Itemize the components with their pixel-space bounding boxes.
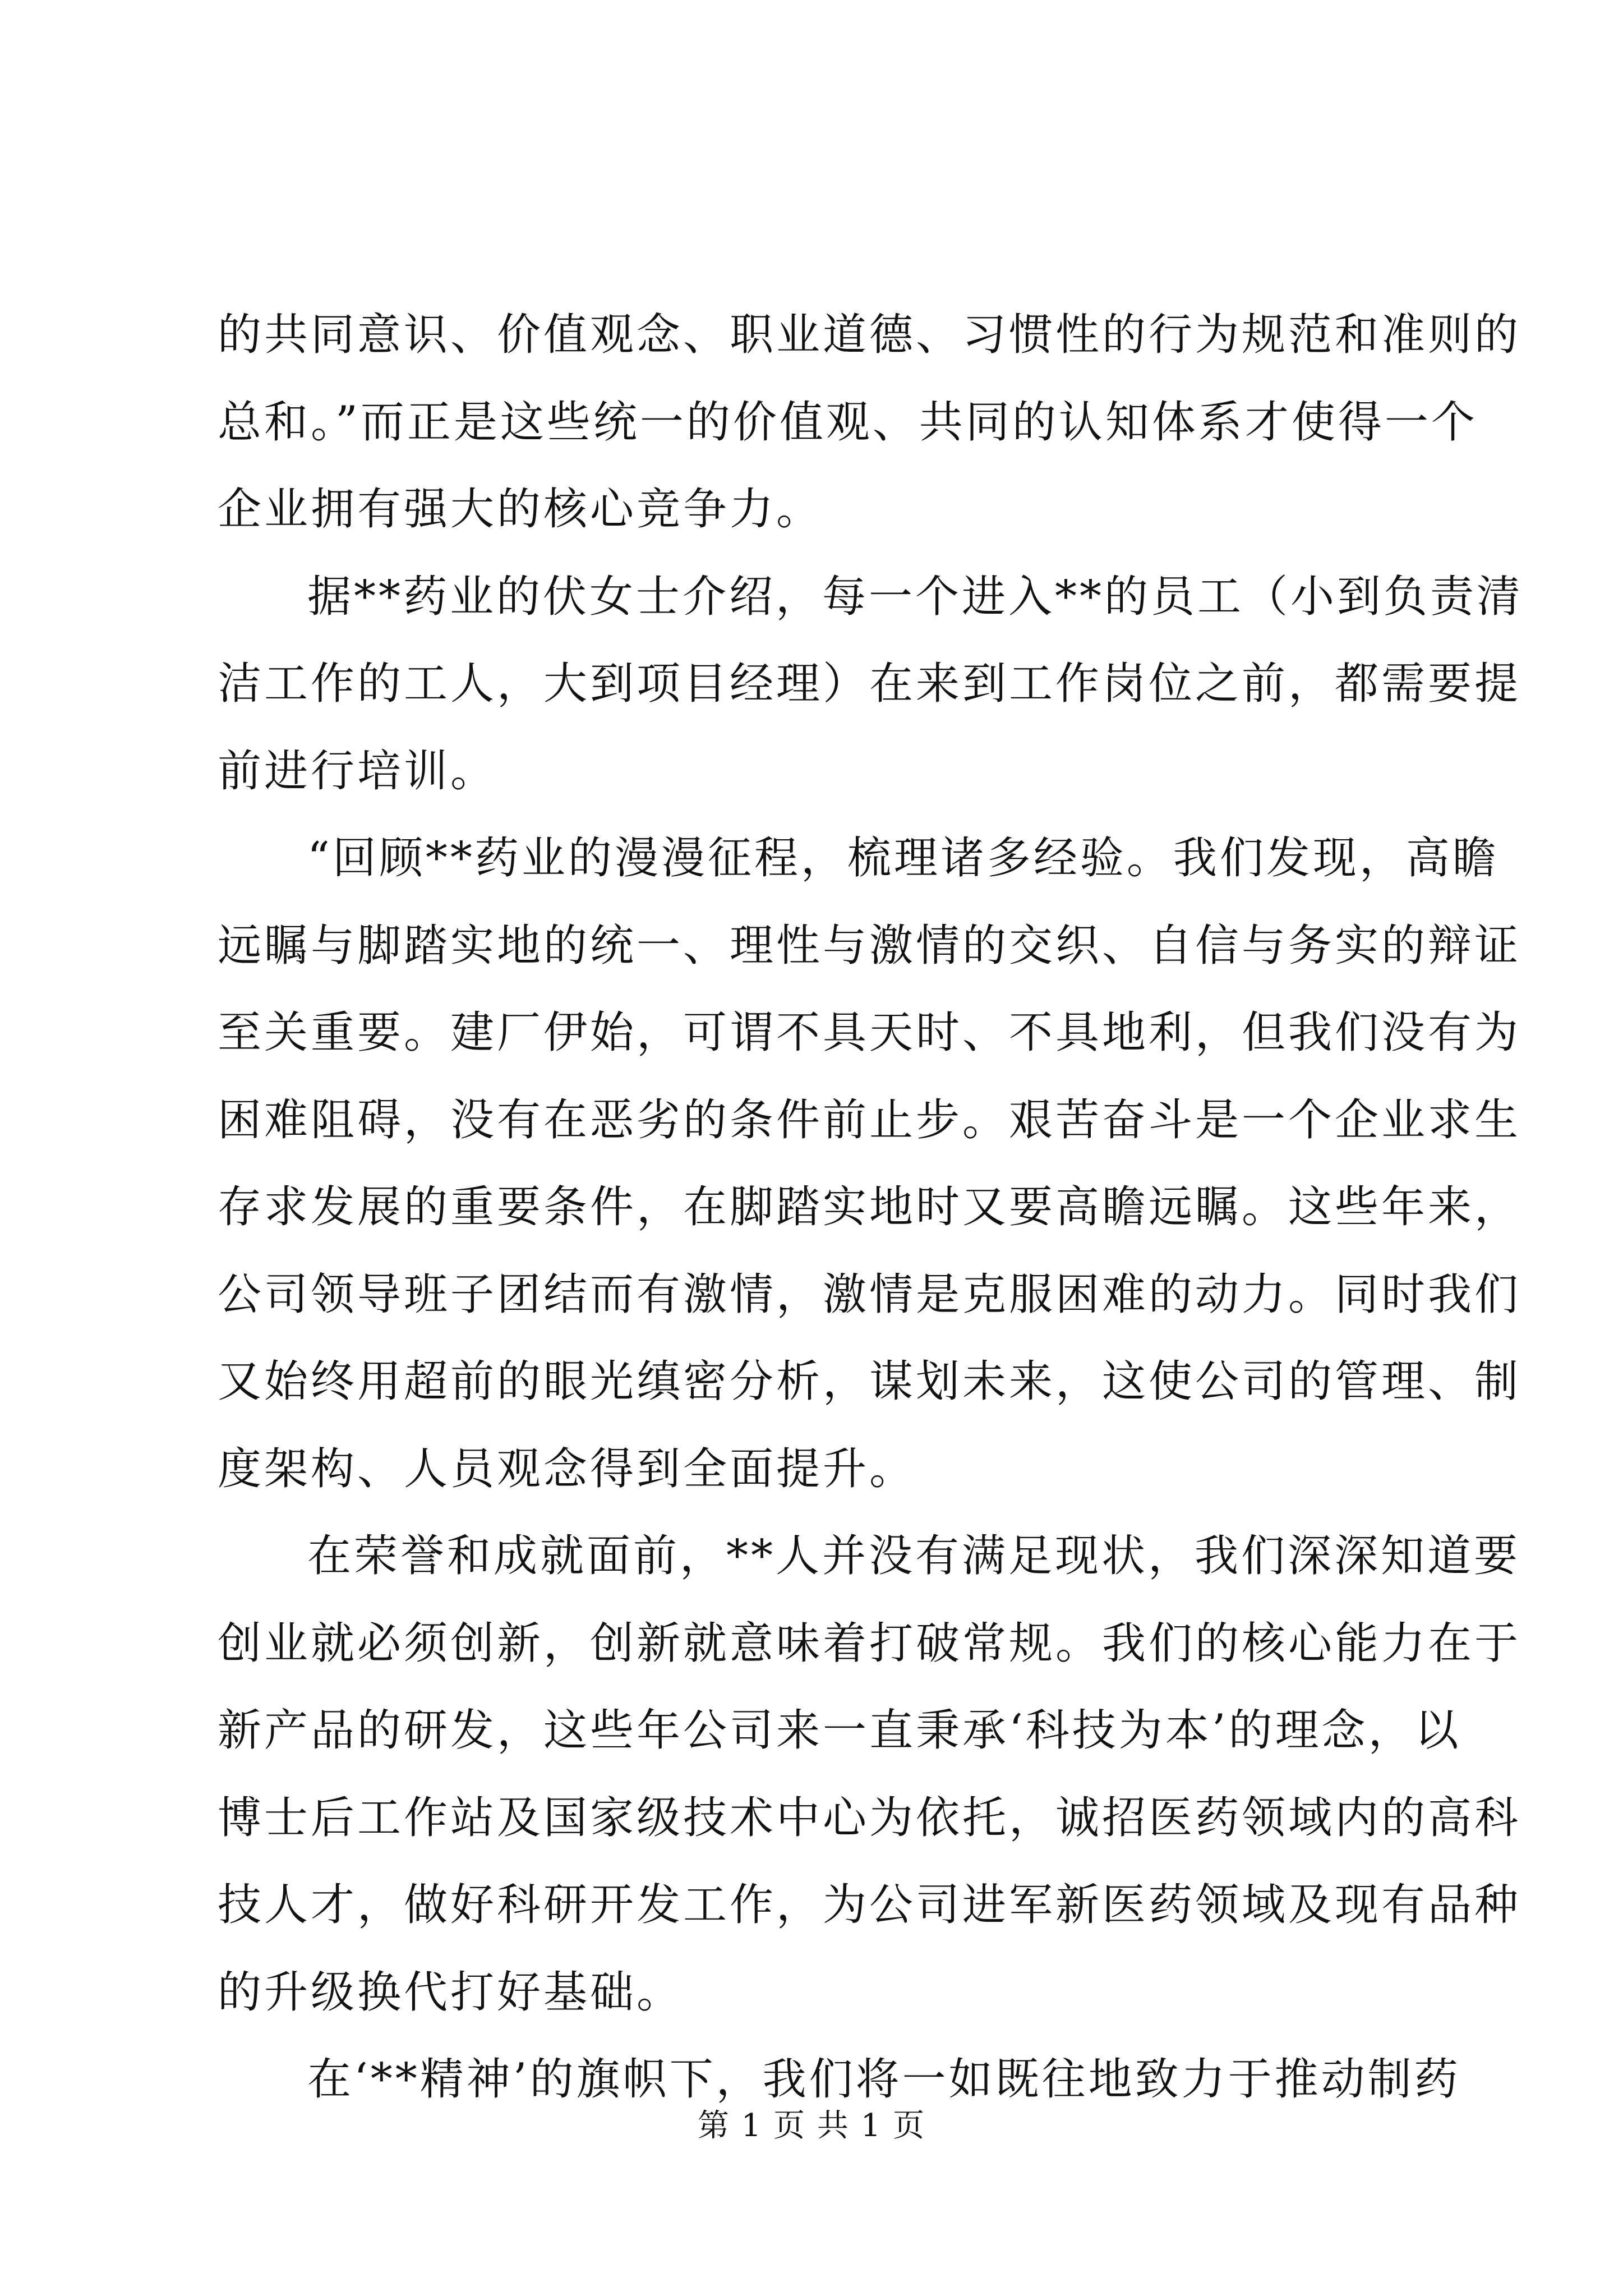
text-line: 存求发展的重要条件，在脚踏实地时又要高瞻远瞩。这些年来， (218, 1182, 1521, 1232)
text-line: 创业就必须创新，创新就意味着打破常规。我们的核心能力在于 (218, 1618, 1521, 1669)
text-line: 度架构、人员观念得到全面提升。 (218, 1443, 916, 1494)
text-line: 洁工作的工人，大到项目经理）在来到工作岗位之前，都需要提 (218, 659, 1521, 709)
text-line: 的共同意识、价值观念、职业道德、习惯性的行为规范和准则的 (218, 310, 1521, 360)
text-line: 远瞩与脚踏实地的统一、理性与激情的交织、自信与务实的辩证 (218, 920, 1521, 971)
page-footer (0, 2106, 1623, 2146)
paragraph-first-line: 据**药业的伏女士介绍，每一个进入**的员工（小到负责清 (307, 571, 1524, 622)
page-number-label: 第 1 页 共 1 页 (697, 2108, 926, 2144)
document-body (218, 292, 1524, 2124)
text-line: 博士后工作站及国家级技术中心为依托，诚招医药领域内的高科 (218, 1792, 1521, 1843)
paragraph-first-line: 在荣誉和成就面前，**人并没有满足现状，我们深深知道要 (307, 1531, 1521, 1581)
text-line: 又始终用超前的眼光缜密分析，谋划未来，这使公司的管理、制 (218, 1356, 1521, 1407)
text-line: 新产品的研发，这些年公司来一直秉承‘科技为本’的理念，以 (218, 1705, 1461, 1756)
text-line: 至关重要。建厂伊始，可谓不具天时、不具地利，但我们没有为 (218, 1007, 1521, 1058)
text-line: 公司领导班子团结而有激情，激情是克服困难的动力。同时我们 (218, 1269, 1521, 1320)
text-line: 前进行培训。 (218, 746, 497, 797)
text-line: 企业拥有强大的核心竞争力。 (218, 484, 823, 535)
text-line: 总和。”而正是这些统一的价值观、共同的认知体系才使得一个 (218, 397, 1478, 448)
paragraph-first-line: “回顾**药业的漫漫征程，梳理诸多经验。我们发现，高瞻 (307, 833, 1499, 884)
paragraph-first-line: 在‘**精神’的旗帜下，我们将一如既往地致力于推动制药 (307, 2054, 1461, 2105)
text-line: 的升级换代打好基础。 (218, 1967, 684, 2018)
text-line: 困难阻碍，没有在恶劣的条件前止步。艰苦奋斗是一个企业求生 (218, 1094, 1521, 1145)
text-line: 技人才，做好科研开发工作，为公司进军新医药领域及现有品种 (218, 1880, 1521, 1930)
